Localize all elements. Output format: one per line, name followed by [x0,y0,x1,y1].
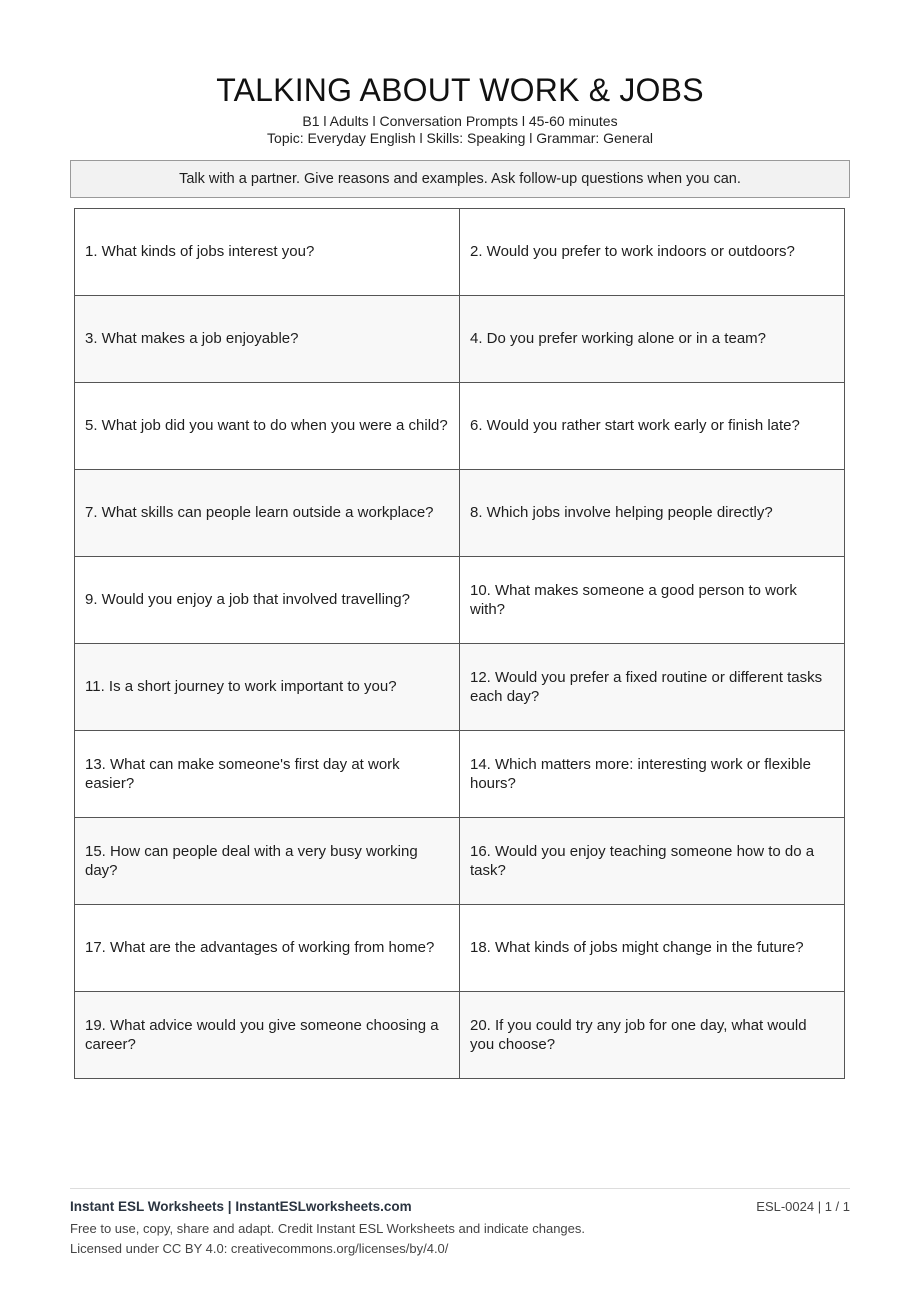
question-cell: 17. What are the advantages of working from home? [75,905,460,992]
question-row [75,992,845,1079]
question-grid [74,208,845,1079]
worksheet-title: TALKING ABOUT WORK & JOBS [216,72,704,108]
question-cell: 3. What makes a job enjoyable? [75,296,460,383]
question-cell: 15. How can people deal with a very busy working day? [75,818,460,905]
question-cell: 10. What makes someone a good person to work with? [460,557,845,644]
footer-brand: Instant ESL Worksheets | InstantESLworksheets.com [70,1199,412,1214]
footer-page-code: ESL-0024 | 1 / 1 [756,1199,850,1214]
question-row [75,818,845,905]
question-cell: 1. What kinds of jobs interest you? [75,209,460,296]
question-cell: 4. Do you prefer working alone or in a team? [460,296,845,383]
footer-license-text: Free to use, copy, share and adapt. Credit Instant ESL Worksheets and indicate changes. [70,1221,586,1236]
question-cell: 6. Would you rather start work early or finish late? [460,383,845,470]
question-row [75,644,845,731]
question-row [75,557,845,644]
question-cell: 11. Is a short journey to work important to you? [75,644,460,731]
question-row [75,209,845,296]
question-cell: 20. If you could try any job for one day, what would you choose? [460,992,845,1079]
question-row [75,731,845,818]
question-row [75,470,845,557]
question-cell: 13. What can make someone's first day at work easier? [75,731,460,818]
footer-license-url: Licensed under CC BY 4.0: creativecommons.org/licenses/by/4.0/ [70,1241,449,1256]
question-cell: 14. Which matters more: interesting work or flexible hours? [460,731,845,818]
instructions-box: Talk with a partner. Give reasons and examples. Ask follow-up questions when you can. [70,160,850,198]
worksheet-meta-level: B1 l Adults l Conversation Prompts l 45-60 minutes [302,113,618,129]
worksheet-meta-topic: Topic: Everyday English l Skills: Speaking l Grammar: General [267,130,653,146]
question-cell: 5. What job did you want to do when you were a child? [75,383,460,470]
question-cell: 9. Would you enjoy a job that involved travelling? [75,557,460,644]
question-cell: 12. Would you prefer a fixed routine or different tasks each day? [460,644,845,731]
footer-divider [70,1188,850,1189]
question-row [75,905,845,992]
question-cell: 18. What kinds of jobs might change in the future? [460,905,845,992]
question-cell: 16. Would you enjoy teaching someone how to do a task? [460,818,845,905]
question-cell: 2. Would you prefer to work indoors or outdoors? [460,209,845,296]
question-cell: 19. What advice would you give someone choosing a career? [75,992,460,1079]
question-cell: 8. Which jobs involve helping people directly? [460,470,845,557]
question-row [75,383,845,470]
question-row [75,296,845,383]
question-cell: 7. What skills can people learn outside a workplace? [75,470,460,557]
